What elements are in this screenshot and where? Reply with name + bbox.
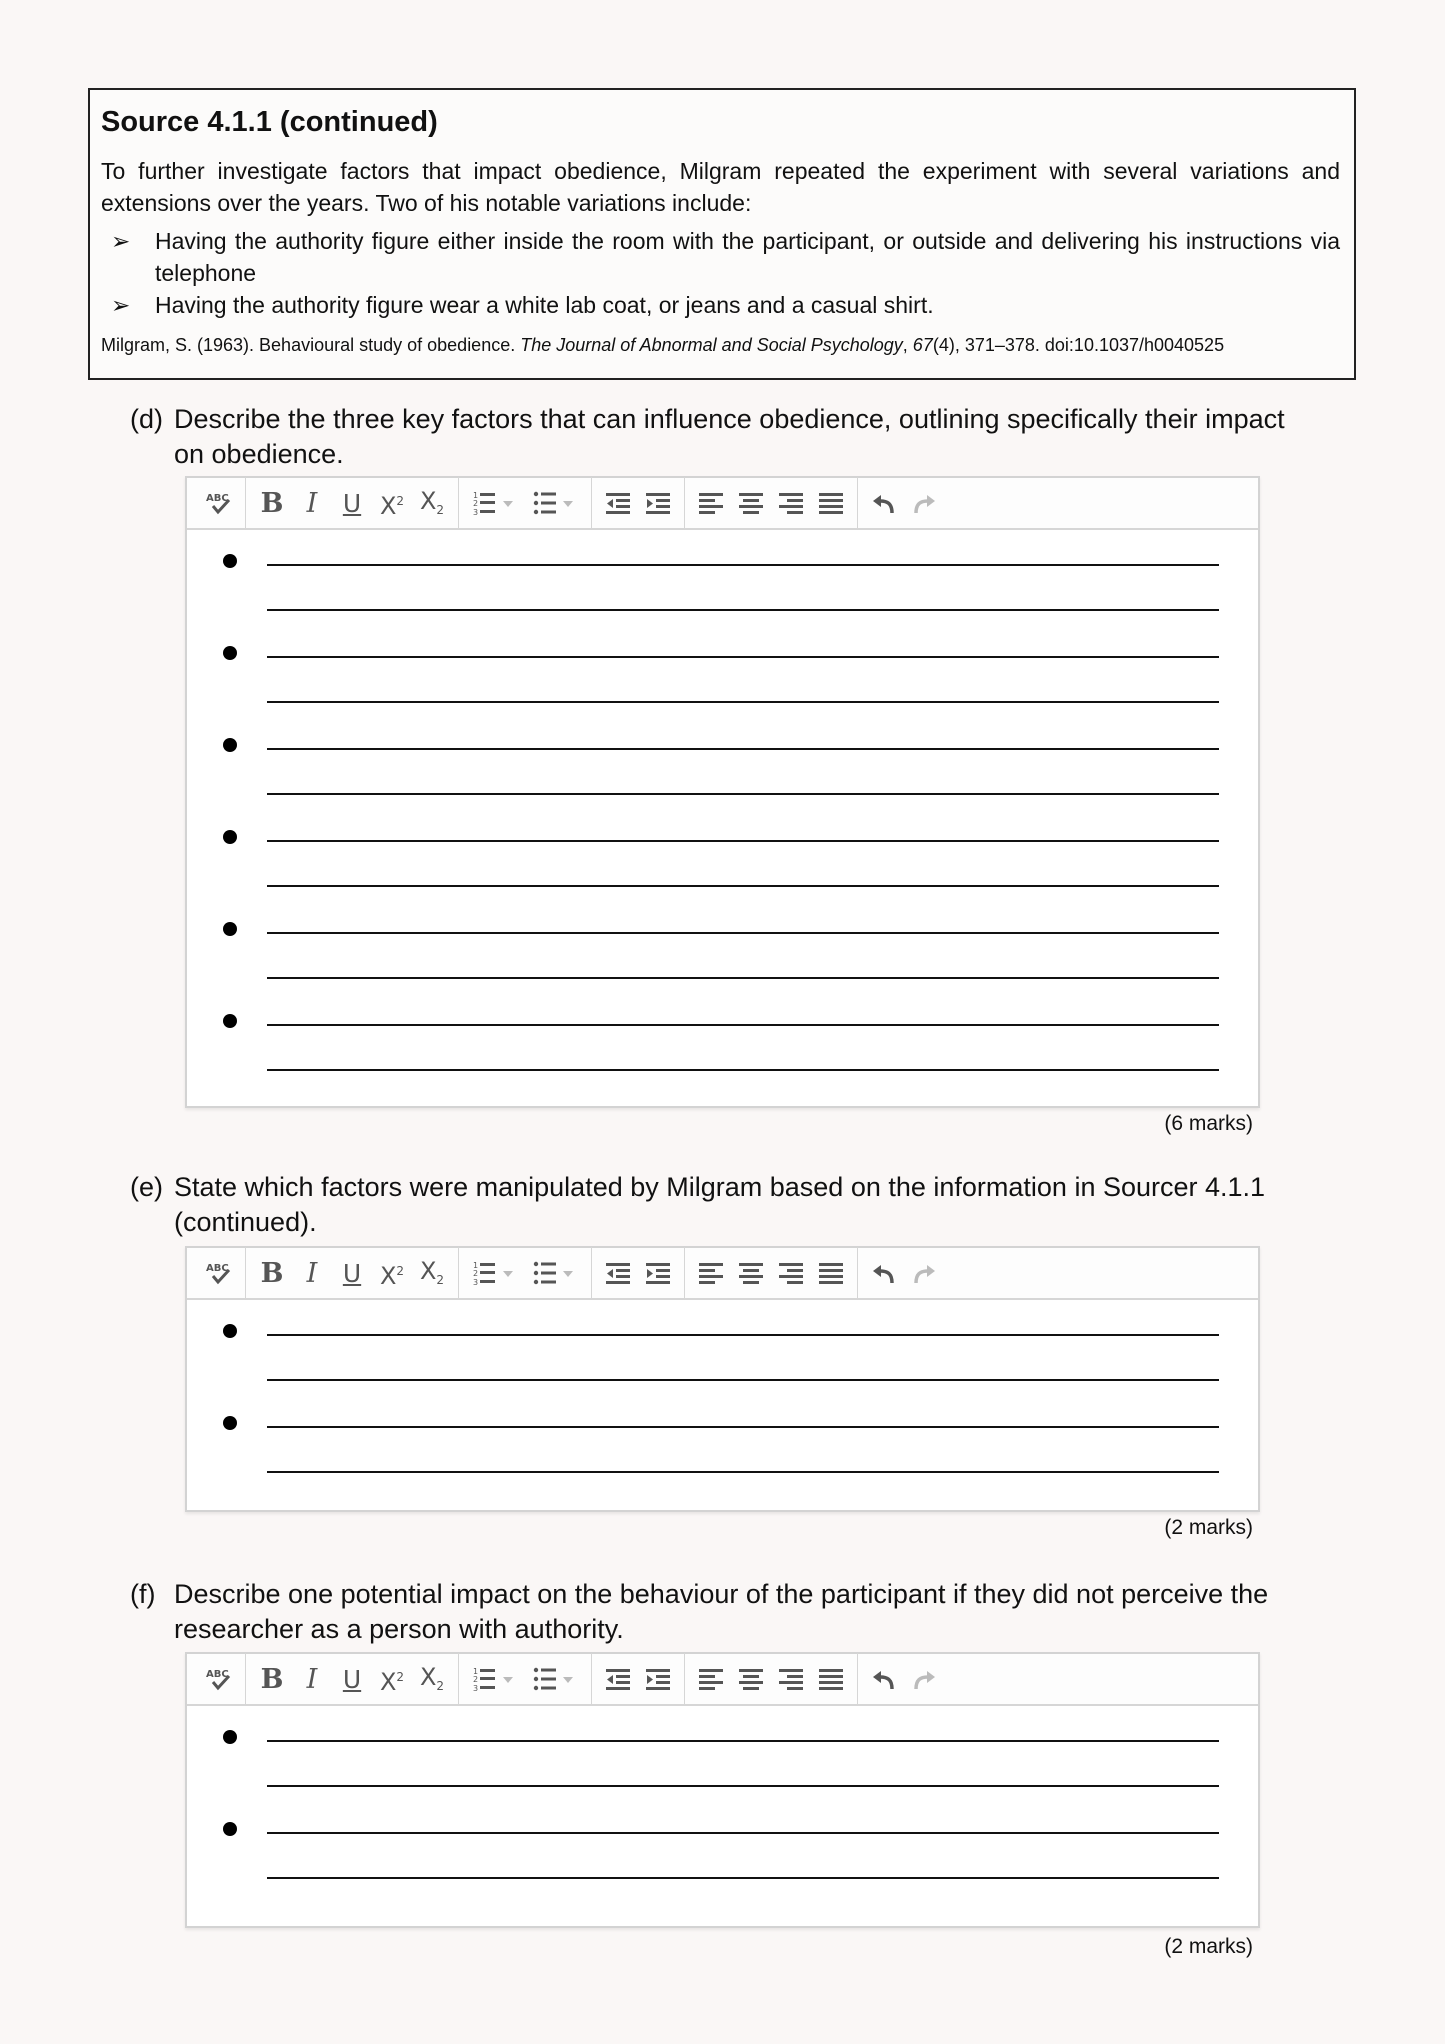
numbered-list-icon xyxy=(473,1259,517,1287)
answer-line[interactable] xyxy=(267,1740,1219,1742)
undo-icon xyxy=(870,489,898,517)
bold-button[interactable] xyxy=(252,1659,292,1699)
subscript-icon: $X_2$ xyxy=(419,486,445,518)
underline-button[interactable] xyxy=(332,483,372,523)
subscript-button[interactable] xyxy=(412,1659,452,1699)
redo-icon xyxy=(910,1259,938,1287)
answer-line[interactable] xyxy=(267,1379,1219,1381)
svg-text:ABC: ABC xyxy=(206,493,229,504)
marks-label: (2 marks) xyxy=(1164,1935,1253,1958)
arrow-bullet-icon: ➢ xyxy=(111,292,131,318)
answer-line[interactable] xyxy=(267,1024,1219,1026)
redo-button[interactable] xyxy=(904,1659,944,1699)
justify-button[interactable] xyxy=(811,483,851,523)
bullet-point xyxy=(223,1730,237,1744)
indent-button[interactable] xyxy=(638,483,678,523)
undo-button[interactable] xyxy=(864,1659,904,1699)
question-e xyxy=(130,1170,1320,1240)
svg-text:3: 3 xyxy=(473,1278,479,1287)
toolbar-group xyxy=(459,1247,592,1299)
toolbar-group xyxy=(459,1653,592,1705)
answer-editor-d[interactable] xyxy=(185,476,1260,1108)
bold-icon: B xyxy=(260,1663,284,1695)
align-center-icon xyxy=(737,1259,765,1287)
align-center-button[interactable] xyxy=(731,1253,771,1293)
citation-pages: (4), 371–378. doi:10.1037/h0040525 xyxy=(932,335,1225,355)
spellcheck-button[interactable] xyxy=(199,1253,239,1293)
justify-icon xyxy=(817,1665,845,1693)
spellcheck-icon xyxy=(205,489,233,517)
toolbar-group xyxy=(685,1653,858,1705)
underline-icon: U xyxy=(342,1664,362,1694)
svg-text:2: 2 xyxy=(473,499,479,508)
numbered-list-button[interactable] xyxy=(465,1659,525,1699)
undo-button[interactable] xyxy=(864,483,904,523)
question-letter: (f) xyxy=(130,1579,156,1609)
align-right-icon xyxy=(777,489,805,517)
bullet-point xyxy=(223,554,237,568)
italic-icon: I xyxy=(306,1663,318,1695)
answer-line[interactable] xyxy=(267,793,1219,795)
editor-toolbar xyxy=(187,1248,1258,1300)
citation-separator: , xyxy=(902,335,913,355)
answer-line[interactable] xyxy=(267,932,1219,934)
spellcheck-icon xyxy=(205,1259,233,1287)
italic-button[interactable] xyxy=(292,1659,332,1699)
toolbar-group xyxy=(858,1247,950,1299)
superscript-button[interactable] xyxy=(372,1659,412,1699)
citation-authors: Milgram, S. (1963). Behavioural study of obedience. xyxy=(101,335,521,355)
justify-icon xyxy=(817,489,845,517)
indent-button[interactable] xyxy=(638,1659,678,1699)
outdent-button[interactable] xyxy=(598,483,638,523)
answer-line[interactable] xyxy=(267,885,1219,887)
undo-button[interactable] xyxy=(864,1253,904,1293)
undo-icon xyxy=(870,1665,898,1693)
answer-line[interactable] xyxy=(267,701,1219,703)
bold-icon: B xyxy=(260,487,284,519)
bulleted-list-button[interactable] xyxy=(525,483,585,523)
toolbar-group xyxy=(193,1653,246,1705)
outdent-button[interactable] xyxy=(598,1253,638,1293)
toolbar-group xyxy=(193,1247,246,1299)
toolbar-group xyxy=(592,477,685,529)
answer-line[interactable] xyxy=(267,840,1219,842)
svg-text:3: 3 xyxy=(473,508,479,517)
answer-editor-e[interactable] xyxy=(185,1246,1260,1512)
marks-label: (2 marks) xyxy=(1164,1516,1253,1539)
svg-text:2: 2 xyxy=(473,1675,479,1684)
align-right-button[interactable] xyxy=(771,1659,811,1699)
bold-icon: B xyxy=(260,1257,284,1289)
answer-line[interactable] xyxy=(267,1334,1219,1336)
align-center-icon xyxy=(737,489,765,517)
toolbar-group xyxy=(592,1653,685,1705)
answer-line[interactable] xyxy=(267,1832,1219,1834)
underline-button[interactable] xyxy=(332,1659,372,1699)
redo-button[interactable] xyxy=(904,483,944,523)
outdent-icon xyxy=(604,489,632,517)
subscript-button[interactable] xyxy=(412,483,452,523)
source-list-item-text: Having the authority figure wear a white lab coat, or jeans and a casual shirt. xyxy=(155,292,934,318)
editor-toolbar xyxy=(187,1654,1258,1706)
indent-button[interactable] xyxy=(638,1253,678,1293)
superscript-icon: $X^2$ xyxy=(379,1262,405,1290)
toolbar-group xyxy=(858,1653,950,1705)
answer-line[interactable] xyxy=(267,656,1219,658)
source-list-item xyxy=(101,225,1340,289)
bullet-point xyxy=(223,1822,237,1836)
spellcheck-icon xyxy=(205,1665,233,1693)
spellcheck-button[interactable] xyxy=(199,483,239,523)
question-d xyxy=(130,402,1320,472)
toolbar-group xyxy=(858,477,950,529)
italic-button[interactable] xyxy=(292,483,332,523)
bold-button[interactable] xyxy=(252,483,292,523)
align-right-icon xyxy=(777,1259,805,1287)
underline-icon: U xyxy=(342,1258,362,1288)
bullet-point xyxy=(223,1014,237,1028)
source-title: Source 4.1.1 (continued) xyxy=(101,106,438,138)
svg-text:3: 3 xyxy=(473,1684,479,1693)
answer-line[interactable] xyxy=(267,1069,1219,1071)
align-center-button[interactable] xyxy=(731,1659,771,1699)
question-letter: (d) xyxy=(130,404,163,434)
svg-text:1: 1 xyxy=(473,1261,479,1270)
superscript-icon: $X^2$ xyxy=(379,1668,405,1696)
bullet-point xyxy=(223,830,237,844)
citation-journal: The Journal of Abnormal and Social Psychology xyxy=(520,335,903,355)
question-text: Describe one potential impact on the behaviour of the participant if they did not perceive the researcher as a person with authority. xyxy=(174,1579,1269,1644)
marks-label: (6 marks) xyxy=(1164,1112,1253,1135)
bullet-point xyxy=(223,1416,237,1430)
citation xyxy=(101,335,1340,356)
answer-line[interactable] xyxy=(267,1785,1219,1787)
answer-line[interactable] xyxy=(267,977,1219,979)
align-left-button[interactable] xyxy=(691,1659,731,1699)
underline-button[interactable] xyxy=(332,1253,372,1293)
italic-icon: I xyxy=(306,487,318,519)
bullet-point xyxy=(223,646,237,660)
redo-icon xyxy=(910,489,938,517)
align-left-button[interactable] xyxy=(691,483,731,523)
toolbar-group xyxy=(193,477,246,529)
italic-icon: I xyxy=(306,1257,318,1289)
indent-icon xyxy=(644,1259,672,1287)
svg-text:1: 1 xyxy=(473,1667,479,1676)
superscript-icon: $X^2$ xyxy=(379,492,405,520)
align-left-icon xyxy=(697,1259,725,1287)
justify-button[interactable] xyxy=(811,1253,851,1293)
redo-icon xyxy=(910,1665,938,1693)
source-box xyxy=(88,88,1356,380)
outdent-button[interactable] xyxy=(598,1659,638,1699)
bulleted-list-button[interactable] xyxy=(525,1253,585,1293)
align-center-icon xyxy=(737,1665,765,1693)
subscript-button[interactable] xyxy=(412,1253,452,1293)
source-list xyxy=(101,225,1340,321)
justify-button[interactable] xyxy=(811,1659,851,1699)
numbered-list-icon xyxy=(473,1665,517,1693)
source-list-item-text: Having the authority figure either inside the room with the participant, or outside and delivering his instructions via telephone xyxy=(155,228,1340,286)
svg-text:ABC: ABC xyxy=(206,1263,229,1274)
citation-volume: 67 xyxy=(912,335,933,355)
superscript-button[interactable] xyxy=(372,1253,412,1293)
underline-icon: U xyxy=(342,488,362,518)
align-right-icon xyxy=(777,1665,805,1693)
question-text: State which factors were manipulated by Milgram based on the information in Sourcer 4.1.1 (continued). xyxy=(174,1172,1266,1237)
svg-text:1: 1 xyxy=(473,491,479,500)
italic-button[interactable] xyxy=(292,1253,332,1293)
source-paragraph: To further investigate factors that impact obedience, Milgram repeated the experiment with several variations and extensions over the years. Two of his notable variations include: xyxy=(101,158,1340,216)
answer-line[interactable] xyxy=(267,1877,1219,1879)
outdent-icon xyxy=(604,1665,632,1693)
bullet-point xyxy=(223,1324,237,1338)
bulleted-list-icon xyxy=(533,1665,577,1693)
superscript-button[interactable] xyxy=(372,483,412,523)
numbered-list-icon xyxy=(473,489,517,517)
bulleted-list-icon xyxy=(533,1259,577,1287)
align-left-icon xyxy=(697,1665,725,1693)
source-list-item xyxy=(101,289,1340,321)
indent-icon xyxy=(644,489,672,517)
indent-icon xyxy=(644,1665,672,1693)
answer-editor-f[interactable] xyxy=(185,1652,1260,1928)
bullet-point xyxy=(223,738,237,752)
undo-icon xyxy=(870,1259,898,1287)
subscript-icon: $X_2$ xyxy=(419,1256,445,1288)
align-right-button[interactable] xyxy=(771,1253,811,1293)
editor-toolbar xyxy=(187,478,1258,530)
toolbar-group xyxy=(246,477,459,529)
spellcheck-button[interactable] xyxy=(199,1659,239,1699)
toolbar-group xyxy=(685,1247,858,1299)
toolbar-group xyxy=(459,477,592,529)
bold-button[interactable] xyxy=(252,1253,292,1293)
align-right-button[interactable] xyxy=(771,483,811,523)
bulleted-list-button[interactable] xyxy=(525,1659,585,1699)
toolbar-group xyxy=(685,477,858,529)
toolbar-group xyxy=(592,1247,685,1299)
answer-line[interactable] xyxy=(267,748,1219,750)
bullet-point xyxy=(223,922,237,936)
align-left-icon xyxy=(697,489,725,517)
answer-line[interactable] xyxy=(267,1471,1219,1473)
svg-text:2: 2 xyxy=(473,1269,479,1278)
numbered-list-button[interactable] xyxy=(465,1253,525,1293)
arrow-bullet-icon: ➢ xyxy=(111,228,131,254)
svg-text:ABC: ABC xyxy=(206,1669,229,1680)
toolbar-group xyxy=(246,1247,459,1299)
answer-line[interactable] xyxy=(267,1426,1219,1428)
question-f xyxy=(130,1577,1320,1647)
numbered-list-button[interactable] xyxy=(465,483,525,523)
align-center-button[interactable] xyxy=(731,483,771,523)
outdent-icon xyxy=(604,1259,632,1287)
answer-line[interactable] xyxy=(267,564,1219,566)
question-text: Describe the three key factors that can influence obedience, outlining specifically their impact on obedience. xyxy=(174,404,1285,469)
redo-button[interactable] xyxy=(904,1253,944,1293)
answer-line[interactable] xyxy=(267,609,1219,611)
bulleted-list-icon xyxy=(533,489,577,517)
toolbar-group xyxy=(246,1653,459,1705)
question-letter: (e) xyxy=(130,1172,163,1202)
justify-icon xyxy=(817,1259,845,1287)
subscript-icon: $X_2$ xyxy=(419,1662,445,1694)
align-left-button[interactable] xyxy=(691,1253,731,1293)
